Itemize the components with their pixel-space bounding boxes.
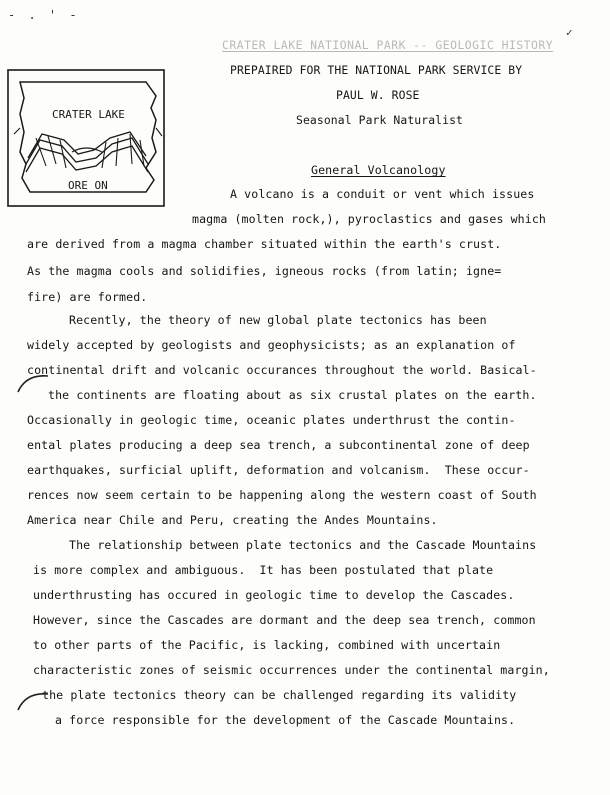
- author-role: Seasonal Park Naturalist: [296, 113, 463, 127]
- section-title: General Volcanology: [311, 163, 446, 177]
- faint-header-title: CRATER LAKE NATIONAL PARK -- GEOLOGIC HISTORY: [222, 38, 554, 52]
- crater-lake-logo: [6, 68, 166, 208]
- crater-rim: [28, 132, 146, 158]
- body-line: fire) are formed.: [27, 290, 148, 304]
- punch-hole-mark: [14, 370, 54, 396]
- body-line: the continents are floating about as six crustal plates on the earth.: [48, 388, 537, 402]
- body-line: characteristic zones of seismic occurrences under the continental margin,: [33, 663, 550, 677]
- body-line: is more complex and ambiguous. It has been postulated that plate: [33, 563, 494, 577]
- body-line: magma (molten rock,), pyroclastics and gases which: [192, 212, 547, 226]
- body-line: to other parts of the Pacific, is lacking, combined with uncertain: [33, 638, 501, 652]
- body-line: earthquakes, surficial uplift, deformation and volcanism. These occur-: [27, 463, 530, 477]
- corner-scribble: - . ' -: [8, 8, 80, 22]
- body-line: continental drift and volcanic occurances throughout the world. Basical-: [27, 363, 537, 377]
- body-line: widely accepted by geologists and geophysicists; as an explanation of: [27, 338, 516, 352]
- body-line: are derived from a magma chamber situated within the earth's crust.: [27, 237, 502, 251]
- body-line: However, since the Cascades are dormant and the deep sea trench, common: [33, 613, 536, 627]
- body-line: The relationship between plate tectonics and the Cascade Mountains: [69, 538, 537, 552]
- author-name: PAUL W. ROSE: [336, 88, 420, 102]
- check-mark-icon: ✓: [566, 26, 573, 39]
- punch-hole-mark: [14, 688, 54, 714]
- body-line: As the magma cools and solidifies, igneous rocks (from latin; igne=: [27, 264, 502, 278]
- body-line: underthrusting has occured in geologic time to develop the Cascades.: [33, 588, 515, 602]
- body-line: America near Chile and Peru, creating the Andes Mountains.: [27, 513, 438, 527]
- body-line: A volcano is a conduit or vent which issues: [230, 187, 535, 201]
- logo-bottom-text: ORE ON: [68, 179, 108, 192]
- body-line: the plate tectonics theory can be challenged regarding its validity: [42, 688, 517, 702]
- prepared-for-line: PREPAIRED FOR THE NATIONAL PARK SERVICE BY: [230, 63, 523, 77]
- logo-top-text: CRATER LAKE: [52, 108, 125, 121]
- body-line: Occasionally in geologic time, oceanic plates underthrust the contin-: [27, 413, 516, 427]
- body-line: rences now seem certain to be happening along the western coast of South: [27, 488, 537, 502]
- body-line: a force responsible for the development of the Cascade Mountains.: [55, 713, 516, 727]
- body-line: Recently, the theory of new global plate tectonics has been: [69, 313, 487, 327]
- body-line: ental plates producing a deep sea trench, a subcontinental zone of deep: [27, 438, 530, 452]
